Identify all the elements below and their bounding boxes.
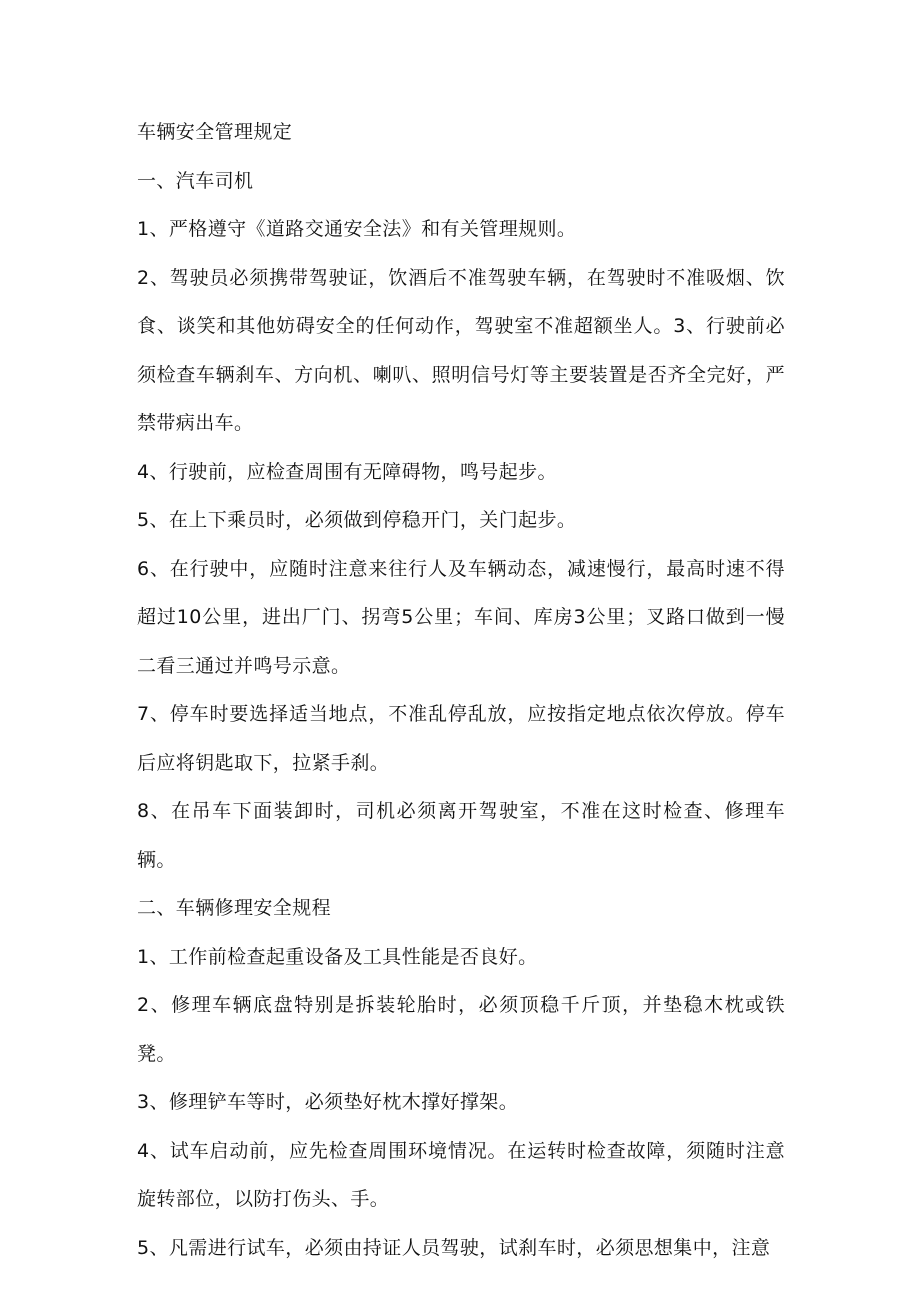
section-heading-repair: 二、车辆修理安全规程 xyxy=(137,897,332,919)
rule-item: 2、驾驶员必须携带驾驶证，饮酒后不准驾驶车辆，在驾驶时不准吸烟、饮食、谈笑和其他妨碍安全的任何动作，驾驶室不准超额坐人。3、行驶前必须检查车辆刹车、方向机、喇叭、照明信号灯等主要装置是否齐全完好，严禁带病出车。 xyxy=(137,266,785,434)
rule-item: 3、修理铲车等时，必须垫好枕木撑好撑架。 xyxy=(137,1091,519,1113)
document-title: 车辆安全管理规定 xyxy=(137,121,293,143)
rule-item: 8、在吊车下面装卸时，司机必须离开驾驶室，不准在这时检查、修理车辆。 xyxy=(137,800,785,871)
rule-item: 4、行驶前，应检查周围有无障碍物，鸣号起步。 xyxy=(137,460,557,483)
rule-item: 2、修理车辆底盘特别是拆装轮胎时，必须顶稳千斤顶，并垫稳木枕或铁凳。 xyxy=(137,994,785,1065)
rule-item: 4、试车启动前，应先检查周围环境情况。在运转时检查故障，须随时注意旋转部位，以防打伤头、手。 xyxy=(137,1139,785,1210)
rule-item: 1、严格遵守《道路交通安全法》和有关管理规则。 xyxy=(137,218,577,240)
rule-item: 5、凡需进行试车，必须由持证人员驾驶，试刹车时，必须思想集中，注意 xyxy=(137,1236,771,1259)
document-body xyxy=(137,108,785,1272)
rule-item: 7、停车时要选择适当地点，不准乱停乱放，应按指定地点依次停放。停车后应将钥匙取下，拉紧手刹。 xyxy=(137,703,785,774)
rule-item: 6、在行驶中，应随时注意来往行人及车辆动态，减速慢行，最高时速不得超过10公里，进出厂门、拐弯5公里；车间、库房3公里；叉路口做到一慢二看三通过并鸣号示意。 xyxy=(137,557,785,677)
section-heading-drivers: 一、汽车司机 xyxy=(137,169,254,192)
rule-item: 5、在上下乘员时，必须做到停稳开门，关门起步。 xyxy=(137,509,577,531)
rule-item: 1、工作前检查起重设备及工具性能是否良好。 xyxy=(137,945,538,968)
